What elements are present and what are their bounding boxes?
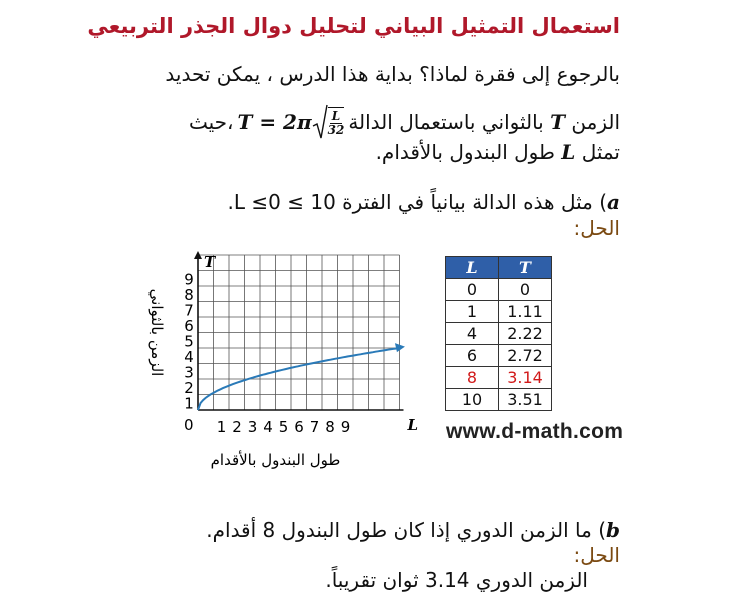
question-b: b) ما الزمن الدوري إذا كان طول البندول 8 أقدام. (206, 518, 620, 542)
x-tick-label: 1 (216, 418, 227, 436)
intro-line-1: بالرجوع إلى فقرة لماذا؟ بداية هذا الدرس ، يمكن تحديد (165, 62, 620, 86)
table-row (446, 301, 552, 323)
y-tick-label: 1 (184, 394, 194, 413)
solution-label-a: الحل: (573, 216, 620, 240)
square-root-sign (312, 104, 345, 140)
intro-line-3 (376, 140, 620, 164)
cell-l: 1 (446, 301, 499, 323)
cell-l: 0 (446, 279, 499, 301)
cell-t: 1.11 (499, 301, 552, 323)
period-formula (237, 104, 344, 140)
y-tick-label: 5 (184, 332, 194, 351)
x-tick-label: 3 (247, 418, 258, 436)
question-text: ما الزمن الدوري إذا كان طول البندول 8 أقدام. (206, 518, 592, 542)
cell-t: 3.51 (499, 389, 552, 411)
watermark: www.d-math.com (446, 420, 624, 443)
function-graph (130, 248, 420, 480)
x-tick-label: 8 (325, 418, 335, 436)
cell-l: 8 (446, 367, 499, 389)
y-tick-label: 3 (184, 363, 194, 382)
intro-text: الزمن (571, 110, 620, 134)
cell-l: 4 (446, 323, 499, 345)
table-header-l: L (446, 257, 499, 279)
solution-label-b: الحل: (573, 543, 620, 567)
y-axis-title: الزمن بالثواني (148, 288, 166, 377)
y-tick-label: 2 (184, 379, 194, 397)
table-header-t: T (499, 257, 552, 279)
x-tick-label: 6 (294, 418, 304, 436)
table-row (446, 345, 552, 367)
x-tick-label: 2 (232, 418, 242, 436)
question-a: a) مثل هذه الدالة بيانياً في الفترة 10 ≥ L ≤0. (227, 190, 620, 214)
formula-lhs: T = 2π (237, 110, 312, 134)
variable-l: L (561, 140, 576, 164)
formula-fraction (328, 107, 345, 137)
origin-label: 0 (184, 416, 194, 434)
question-text: مثل هذه الدالة بيانياً في الفترة 10 ≥ L ≤0. (227, 190, 593, 214)
cell-t: 3.14 (499, 367, 552, 389)
values-table (445, 256, 552, 411)
variable-t: T (550, 110, 566, 134)
y-tick-label: 9 (184, 270, 194, 289)
table-row (446, 323, 552, 345)
table-row (446, 279, 552, 301)
fraction-numerator: L (331, 109, 341, 123)
graph-tick-labels (184, 271, 350, 437)
cell-t: 0 (499, 279, 552, 301)
y-tick-label: 4 (184, 348, 194, 366)
fraction-denominator: 32 (327, 123, 345, 137)
cell-t: 2.72 (499, 345, 552, 367)
intro-line-2 (189, 104, 620, 140)
y-tick-label: 6 (184, 317, 194, 335)
cell-l: 6 (446, 345, 499, 367)
cell-t: 2.22 (499, 323, 552, 345)
curve-arrowhead (395, 343, 405, 352)
intro-text: ،حيث (188, 110, 234, 134)
x-tick-label: 4 (263, 418, 273, 436)
y-tick-label: 8 (184, 286, 194, 304)
intro-text: تمثل (581, 140, 620, 164)
table-row (446, 389, 552, 411)
table-row-highlighted (446, 367, 552, 389)
x-tick-label: 5 (278, 418, 289, 436)
x-axis-title: طول البندول بالأقدام (210, 451, 341, 469)
x-axis-letter: L (407, 416, 419, 434)
answer-b: الزمن الدوري 3.14 ثوان تقريباً. (325, 568, 588, 592)
lesson-title: استعمال التمثيل البياني لتحليل دوال الجذر التربيعي (87, 14, 620, 38)
question-letter: a (607, 190, 620, 214)
y-tick-label: 7 (184, 301, 194, 320)
x-tick-label: 7 (309, 418, 320, 436)
x-tick-label: 9 (340, 418, 351, 436)
cell-l: 10 (446, 389, 499, 411)
y-axis-letter: T (204, 253, 216, 271)
question-letter: b (606, 518, 620, 542)
intro-text: بالثواني باستعمال الدالة (348, 110, 544, 134)
intro-text: طول البندول بالأقدام. (375, 140, 555, 164)
